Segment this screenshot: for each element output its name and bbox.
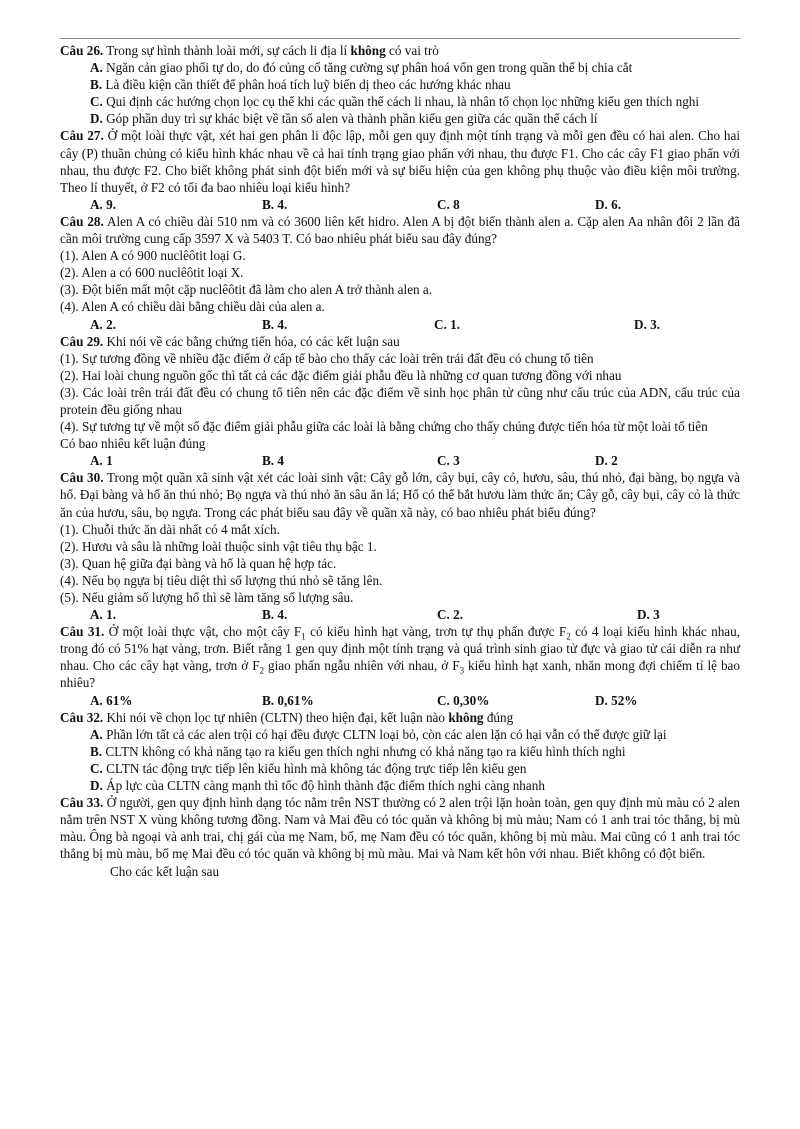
question-30-answers [60, 606, 740, 623]
question-32-option-a: A. Phần lớn tất cả các alen trội có hại đều được CLTN loại bỏ, còn các alen lặn có hại vẫn có thể được giữ lại [90, 726, 667, 742]
statement: (4). Sự tương tự về một số đặc điểm giải phẫu giữa các loài là bằng chứng cho thấy chúng được tiến hóa từ một loài tổ tiên [60, 419, 708, 435]
statement: (3). Các loài trên trái đất đều có chung tổ tiên nên các đặc điểm về sinh học phân tử cũng như cấu trúc của ADN, cấu trúc của protein đều giống nhau [60, 384, 740, 417]
question-26-option-c: C. Qui định các hướng chọn lọc cụ thể khi các quần thể cách li nhau, là nhân tố chọn lọc những kiểu gen thích nghi [90, 94, 700, 110]
statement: (3). Đột biến mất một cặp nuclêôtit đã làm cho alen A trở thành alen a. [60, 282, 433, 298]
question-27-answers [60, 196, 740, 213]
answer-b: B. 4. [262, 607, 288, 623]
question-32-option-c: C. CLTN tác động trực tiếp lên kiểu hình mà không tác động trực tiếp lên kiểu gen [90, 760, 527, 776]
question-32-stem: Câu 32. Khi nói về chọn lọc tự nhiên (CLTN) theo hiện đại, kết luận nào không đúng [60, 709, 514, 725]
statement: (2). Hai loài chung nguồn gốc thì tất cả các đặc điểm giải phẫu đều là những cơ quan tương đồng với nhau [60, 367, 622, 383]
question-26-option-b: B. Là điều kiện cần thiết để phân hoá tích luỹ biến dị theo các hướng khác nhau [90, 77, 511, 93]
question-32 [60, 709, 740, 794]
question-33 [60, 794, 740, 879]
question-31-stem: Câu 31. Ở một loài thực vật, cho một cây $F_1$ có kiểu hình hạt vàng, trơn tự thụ phấn được $F_2$ có 4 loại kiểu hình khác nhau, trong đó có 51% hạt vàng, trơn. Biết rằng 1 gen quy định một tính trạng và quá trình sinh giao tử đực và giao tử cái diễn ra như nhau. Cho các cây hạt vàng, trơn ở $F_2$ giao phấn ngẫu nhiên với nhau, ở $F_3$ kiểu hình hạt xanh, nhăn mong đợi chiếm tỉ lệ bao nhiêu? [60, 624, 741, 691]
answer-c: C. 0,30% [437, 692, 490, 708]
answer-b: B. 4. [262, 316, 288, 332]
question-30 [60, 469, 740, 623]
question-31 [60, 623, 740, 708]
statement: (2). Hươu và sâu là những loài thuộc sinh vật tiêu thụ bậc 1. [60, 538, 377, 554]
question-32-option-d: D. Áp lực của CLTN càng mạnh thì tốc độ hình thành đặc điểm thích nghi càng nhanh [90, 778, 545, 794]
statement: (1). Sự tương đồng về nhiều đặc điểm ở cấp tế bào cho thấy các loài trên trái đất đều có chung tổ tiên [60, 350, 594, 366]
answer-d: D. 3. [634, 316, 661, 332]
question-27-stem: Câu 27. Ở một loài thực vật, xét hai gen phân li độc lập, mỗi gen quy định một tính trạng và mỗi gen đều có hai alen. Cho hai cây (P) thuần chủng có kiểu hình khác nhau về cả hai tính trạng giao phấn với nhau, thu được F1. Cho các cây F1 giao phấn với nhau, thu được F2. Cho biết không phát sinh đột biến mới và sự biểu hiện của gen không phụ thuộc vào điều kiện môi trường. Theo lí thuyết, ở F2 có tối đa bao nhiêu loại kiểu hình? [60, 128, 740, 195]
answer-c: C. 2. [437, 607, 464, 623]
question-28-answers [60, 316, 740, 333]
answer-a: A. 1 [90, 453, 113, 469]
answer-b: B. 4. [262, 196, 288, 212]
answer-d: D. 2 [595, 453, 618, 469]
answer-a: A. 1. [90, 607, 117, 623]
statement: (4). Nếu bọ ngựa bị tiêu diệt thì số lượng thú nhỏ sẽ tăng lên. [60, 572, 383, 588]
question-26-option-a: A. Ngăn cản giao phối tự do, do đó củng cố tăng cường sự phân hoá vốn gen trong quần thể bị chia cắt [90, 60, 633, 76]
question-29-stem: Câu 29. Khi nói về các bằng chứng tiến hóa, có các kết luận sau [60, 333, 400, 349]
question-33-ask: Cho các kết luận sau [110, 863, 220, 879]
answer-c: C. 3 [437, 453, 460, 469]
question-28-stem: Câu 28. Alen A có chiều dài 510 nm và có 3600 liên kết hidro. Alen A bị đột biến thành alen a. Cặp alen Aa nhân đôi 2 lần đã cần môi trường cung cấp 3597 X và 5403 T. Có bao nhiêu phát biểu sau đây đúng? [60, 213, 741, 247]
question-29 [60, 333, 740, 470]
question-31-answers [60, 692, 740, 709]
question-26-stem: Câu 26. Trong sự hình thành loài mới, sự cách li địa lí không có vai trò [60, 43, 439, 58]
question-26-option-d: D. Góp phần duy trì sự khác biệt về tần số alen và thành phần kiểu gen giữa các quần thể cách lí [90, 111, 598, 127]
answer-a: A. 2. [90, 316, 117, 332]
answer-a: A. 61% [90, 692, 133, 708]
question-28 [60, 213, 740, 333]
question-29-answers [60, 452, 740, 469]
statement: (2). Alen a có 600 nuclêôtit loại X. [60, 265, 244, 281]
statement: (1). Alen A có 900 nuclêôtit loại G. [60, 248, 246, 264]
answer-d: D. 3 [637, 607, 660, 623]
answer-b: B. 0,61% [262, 692, 314, 708]
question-29-ask: Có bao nhiêu kết luận đúng [60, 436, 206, 452]
top-divider [60, 38, 740, 39]
statement: (5). Nếu giảm số lượng hổ thì sẽ làm tăng số lượng sâu. [60, 590, 354, 605]
question-27 [60, 127, 740, 212]
answer-c: C. 8 [437, 196, 460, 212]
answer-b: B. 4 [262, 453, 284, 469]
question-30-stem: Câu 30. Trong một quần xã sinh vật xét các loài sinh vật: Cây gỗ lớn, cây bụi, cây cỏ, hươu, sâu, thú nhỏ, đại bàng, bọ ngựa và hổ. Đại bàng và hổ ăn thú nhỏ; Bọ ngựa và thú nhỏ ăn sâu ăn lá; Hổ có thể bắt hươu làm thức ăn; Cây gỗ, cây bụi, cây cỏ là thức ăn của hươu, sâu, bọ ngựa. Trong các phát biểu sau đây về quần xã này, có bao nhiêu phát biểu đúng? [60, 470, 740, 520]
answer-a: A. 9. [90, 196, 117, 212]
question-33-stem: Câu 33. Ở người, gen quy định hình dạng tóc nằm trên NST thường có 2 alen trội lặn hoàn toàn, gen quy định mù màu có 2 alen nằm trên NST X vùng không tương đồng. Nam và Mai đều có tóc quăn và không bị mù màu; Nam có 1 anh trai tóc thẳng, bị mù màu. Ông bà ngoại và anh trai, chị gái của mẹ Nam, bố, mẹ Nam đều có tóc quăn, không bị mù màu. Mai cũng có 1 anh trai tóc thẳng bị mù màu, bố mẹ Mai đều có tóc quăn và không bị mù màu. Mai và Nam kết hôn với nhau. Biết không có đột biến. [60, 795, 741, 862]
answer-d: D. 6. [595, 196, 622, 212]
statement: (4). Alen A có chiều dài bằng chiều dài của alen a. [60, 299, 325, 315]
statement: (3). Quan hệ giữa đại bàng và hổ là quan hệ hợp tác. [60, 555, 337, 571]
statement: (1). Chuỗi thức ăn dài nhất có 4 mắt xích. [60, 521, 280, 537]
question-26 [60, 42, 740, 127]
question-32-option-b: B. CLTN không có khả năng tạo ra kiểu gen thích nghi nhưng có khả năng tạo ra kiểu hình thích nghi [90, 743, 626, 759]
answer-d: D. 52% [595, 692, 638, 708]
answer-c: C. 1. [434, 316, 461, 332]
